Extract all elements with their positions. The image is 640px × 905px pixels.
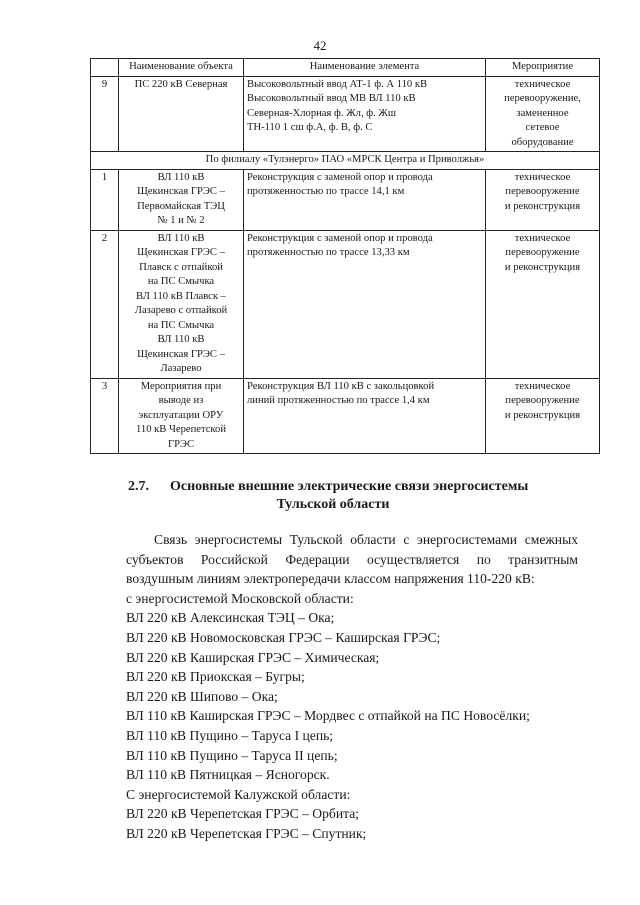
section-number: 2.7.	[128, 479, 149, 494]
row-object	[119, 76, 244, 152]
page-number: 42	[313, 38, 327, 53]
row-element	[244, 169, 486, 230]
cell-line: техническое	[514, 232, 571, 244]
list-item: ВЛ 220 кВ Новомосковская ГРЭС – Каширская ГРЭС;	[126, 629, 441, 645]
cell-line: перевооружение	[505, 186, 580, 197]
row-action	[486, 76, 600, 152]
cell-line: Щекинская ГРЭС –	[137, 247, 225, 258]
cell-line: ВЛ 110 кВ Плавск –	[136, 290, 226, 302]
row-element	[244, 378, 486, 454]
cell-line: оборудование	[511, 136, 574, 148]
cell-line: Лазарево	[160, 363, 202, 374]
cell-line: Реконструкция ВЛ 110 кВ с закольцовкой	[247, 380, 435, 392]
cell-line: ВЛ 110 кВ	[157, 232, 205, 244]
cell-line: Высоковольтный ввод АТ-1 ф. А 110 кВ	[247, 78, 428, 90]
row-action	[486, 169, 600, 230]
cell-line: на ПС Смычка	[147, 319, 215, 331]
cell-line: техническое	[514, 171, 571, 183]
row-element	[244, 76, 486, 152]
section-heading	[128, 478, 568, 514]
cell-line: Плавск с отпайкой	[139, 261, 223, 273]
row-num: 2	[91, 230, 119, 378]
list-item: ВЛ 220 кВ Черепетская ГРЭС – Спутник;	[126, 825, 367, 841]
list-item: ВЛ 220 кВ Шипово – Ока;	[126, 688, 278, 704]
row-num: 1	[91, 169, 119, 230]
list-item: ВЛ 220 кВ Приокская – Бугры;	[126, 669, 305, 685]
row-object	[119, 169, 244, 230]
cell-line: ТН-110 1 сш ф.А, ф. В, ф. С	[247, 122, 373, 133]
row-num: 9	[91, 76, 119, 152]
cell-line: ВЛ 110 кВ	[157, 334, 205, 345]
list-item: ВЛ 110 кВ Каширская ГРЭС – Мордвес с отпайкой на ПС Новосёлки;	[126, 708, 530, 724]
list-item: с энергосистемой Московской области:	[126, 590, 354, 606]
row-action	[486, 230, 600, 378]
cell-line: ПС 220 кВ Северная	[134, 78, 228, 90]
list-item: С энергосистемой Калужской области:	[126, 786, 351, 802]
cell-line: Реконструкция с заменой опор и провода	[247, 232, 433, 244]
table-header-row	[91, 59, 600, 77]
cell-line: № 1 и № 2	[157, 215, 205, 226]
section-heading-line1	[128, 478, 568, 496]
cell-line: Щекинская ГРЭС –	[137, 186, 225, 197]
cell-line: выводе из	[158, 395, 204, 406]
table-row	[91, 76, 600, 152]
cell-line: протяженностью по трассе 14,1 км	[247, 186, 405, 197]
cell-line: протяженностью по трассе 13,33 км	[247, 247, 410, 258]
cell-line: перевооружение	[505, 395, 580, 406]
group-title: По филиалу «Тулэнерго» ПАО «МРСК Центра и Приволжья»	[91, 152, 600, 170]
cell-line: ВЛ 110 кВ	[157, 171, 205, 183]
list-item: ВЛ 220 кВ Алексинская ТЭЦ – Ока;	[126, 610, 335, 626]
row-num: 3	[91, 378, 119, 454]
table-row	[91, 230, 600, 378]
cell-line: линий протяженностью по трассе 1,4 км	[247, 395, 430, 406]
intro-paragraph: Связь энергосистемы Тульской области с энергосистемами смежных субъектов Российской Федерации осуществляется по транзитным воздушным линиям электропередачи классом напряжения 110-220 кВ:	[126, 532, 578, 587]
cell-line: Щекинская ГРЭС –	[137, 348, 225, 360]
cell-line: перевооружение,	[504, 93, 581, 104]
header-action: Мероприятие	[486, 59, 600, 77]
cell-line: эксплуатации ОРУ	[138, 409, 224, 421]
cell-line: Высоковольтный ввод МВ ВЛ 110 кВ	[247, 93, 416, 104]
row-element	[244, 230, 486, 378]
cell-line: и реконструкция	[504, 261, 581, 273]
row-object	[119, 230, 244, 378]
list-item: ВЛ 110 кВ Пущино – Таруса I цепь;	[126, 727, 334, 743]
row-object	[119, 378, 244, 454]
header-num	[91, 59, 119, 77]
list-item: ВЛ 110 кВ Пятницкая – Ясногорск.	[126, 767, 330, 783]
cell-line: Первомайская ТЭЦ	[137, 200, 225, 212]
cell-line: сетевое	[525, 122, 560, 133]
section-body	[126, 530, 578, 844]
header-element: Наименование элемента	[244, 59, 486, 77]
list-item: ВЛ 110 кВ Пущино – Таруса II цепь;	[126, 747, 338, 763]
header-object: Наименование объекта	[119, 59, 244, 77]
cell-line: Лазарево с отпайкой	[134, 305, 228, 316]
cell-line: Северная-Хлорная ф. Жл, ф. Жш	[247, 107, 397, 119]
table-row	[91, 378, 600, 454]
events-table	[90, 58, 600, 454]
list-item: ВЛ 220 кВ Каширская ГРЭС – Химическая;	[126, 649, 380, 665]
cell-line: замененное	[516, 107, 569, 119]
cell-line: перевооружение	[505, 247, 580, 258]
cell-line: и реконструкция	[504, 409, 581, 421]
group-row	[91, 152, 600, 170]
cell-line: ГРЭС	[167, 438, 195, 450]
cell-line: 110 кВ Черепетской	[136, 424, 226, 435]
cell-line: Реконструкция с заменой опор и провода	[247, 171, 433, 183]
row-action	[486, 378, 600, 454]
cell-line: техническое	[514, 78, 571, 90]
list-item: ВЛ 220 кВ Черепетская ГРЭС – Орбита;	[126, 806, 360, 822]
cell-line: техническое	[514, 380, 571, 392]
section-title-line2: Тульской области	[276, 497, 390, 512]
section-title-line1: Основные внешние электрические связи энергосистемы	[170, 479, 529, 494]
cell-line: Мероприятия при	[140, 380, 222, 392]
cell-line: и реконструкция	[504, 200, 581, 212]
table-row	[91, 169, 600, 230]
cell-line: на ПС Смычка	[147, 276, 215, 287]
